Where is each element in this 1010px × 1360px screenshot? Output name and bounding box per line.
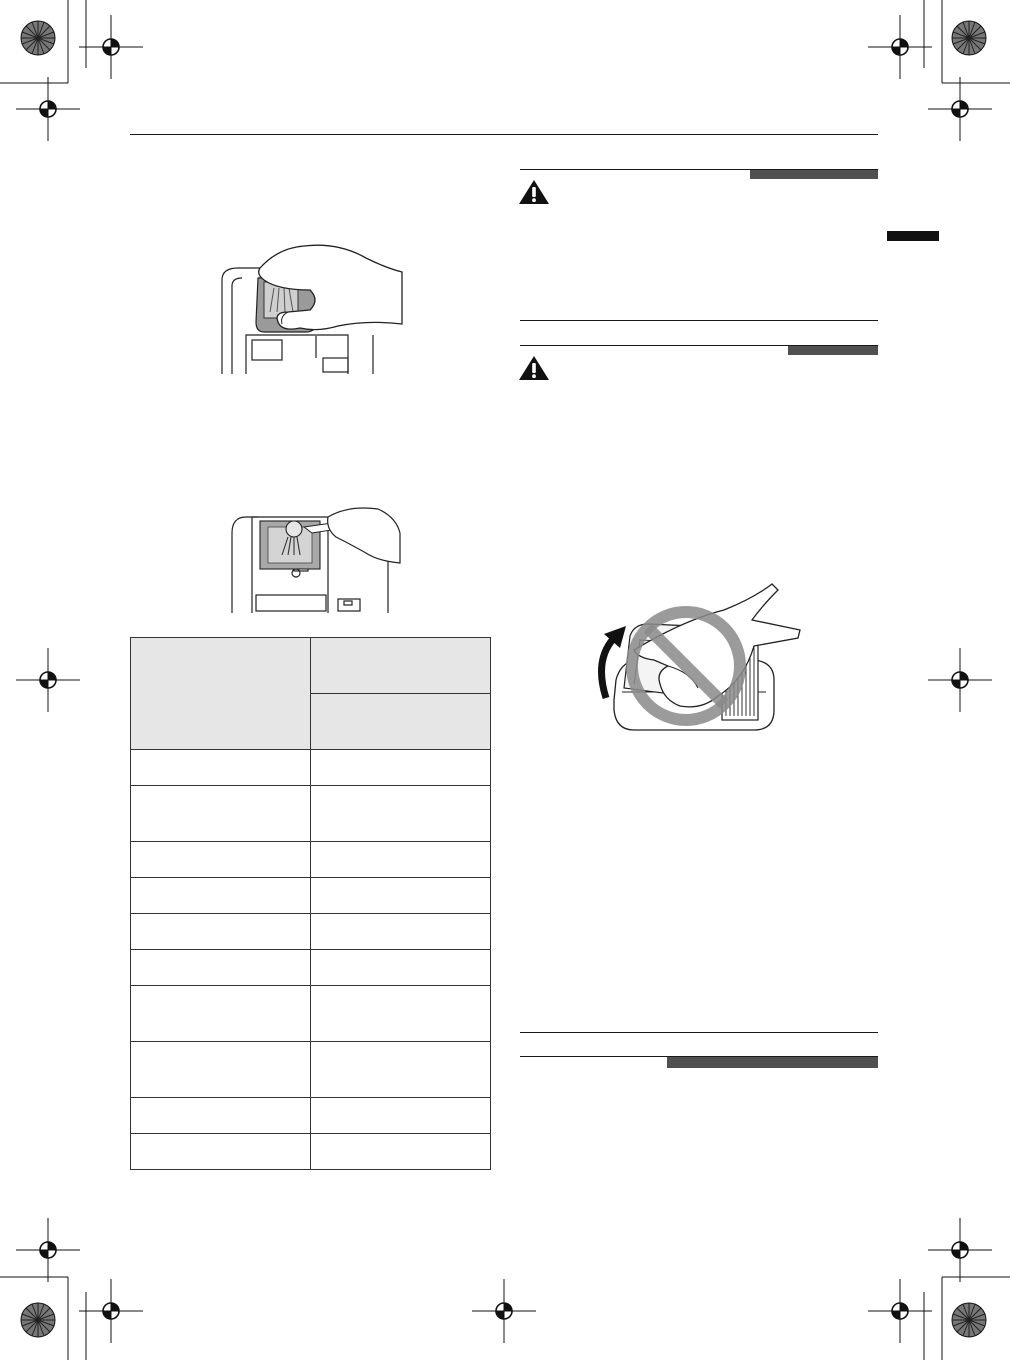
table-row: [131, 1098, 491, 1134]
table-cell: [311, 950, 491, 986]
table-row: [131, 750, 491, 786]
section-3-label-bar: [667, 1057, 878, 1068]
table-cell: [131, 1134, 311, 1170]
table-cell: [131, 950, 311, 986]
table-cell: [311, 914, 491, 950]
table-row: [131, 786, 491, 842]
table-cell: [311, 1134, 491, 1170]
table-cell: [311, 842, 491, 878]
settings-table: [130, 637, 491, 1170]
warning-triangle-icon: [518, 179, 550, 205]
warning-1-label-bar: [750, 170, 878, 179]
table-cell: [131, 1042, 311, 1098]
table-cell: [311, 878, 491, 914]
table-cell: [311, 1042, 491, 1098]
table-row: [131, 950, 491, 986]
table-cell: [131, 986, 311, 1042]
table-row: [131, 914, 491, 950]
warning-2-label-bar: [788, 346, 878, 355]
table-cell: [311, 786, 491, 842]
table-header-right-top: [311, 638, 491, 694]
table-cell: [131, 786, 311, 842]
table-cell: [311, 1098, 491, 1134]
table-cell: [311, 986, 491, 1042]
rinse-aid-cap-illustration: [228, 503, 418, 615]
table-cell: [131, 878, 311, 914]
language-tab: [887, 231, 939, 241]
dispenser-lid-close-illustration: [218, 240, 408, 376]
table-header-right-bottom: [311, 694, 491, 750]
prohibited-filter-illustration: [594, 580, 804, 740]
table-row: [131, 842, 491, 878]
table-cell: [311, 750, 491, 786]
table-cell: [131, 1098, 311, 1134]
table-row: [131, 986, 491, 1042]
section-3-rule: [520, 1032, 878, 1033]
warning-1-end-rule: [520, 320, 878, 321]
header-rule: [130, 134, 878, 135]
table-cell: [131, 914, 311, 950]
table-cell: [131, 750, 311, 786]
table-row: [131, 878, 491, 914]
table-cell: [131, 842, 311, 878]
warning-triangle-icon: [518, 355, 550, 381]
table-header-left: [131, 638, 311, 750]
table-row: [131, 1134, 491, 1170]
table-row: [131, 1042, 491, 1098]
